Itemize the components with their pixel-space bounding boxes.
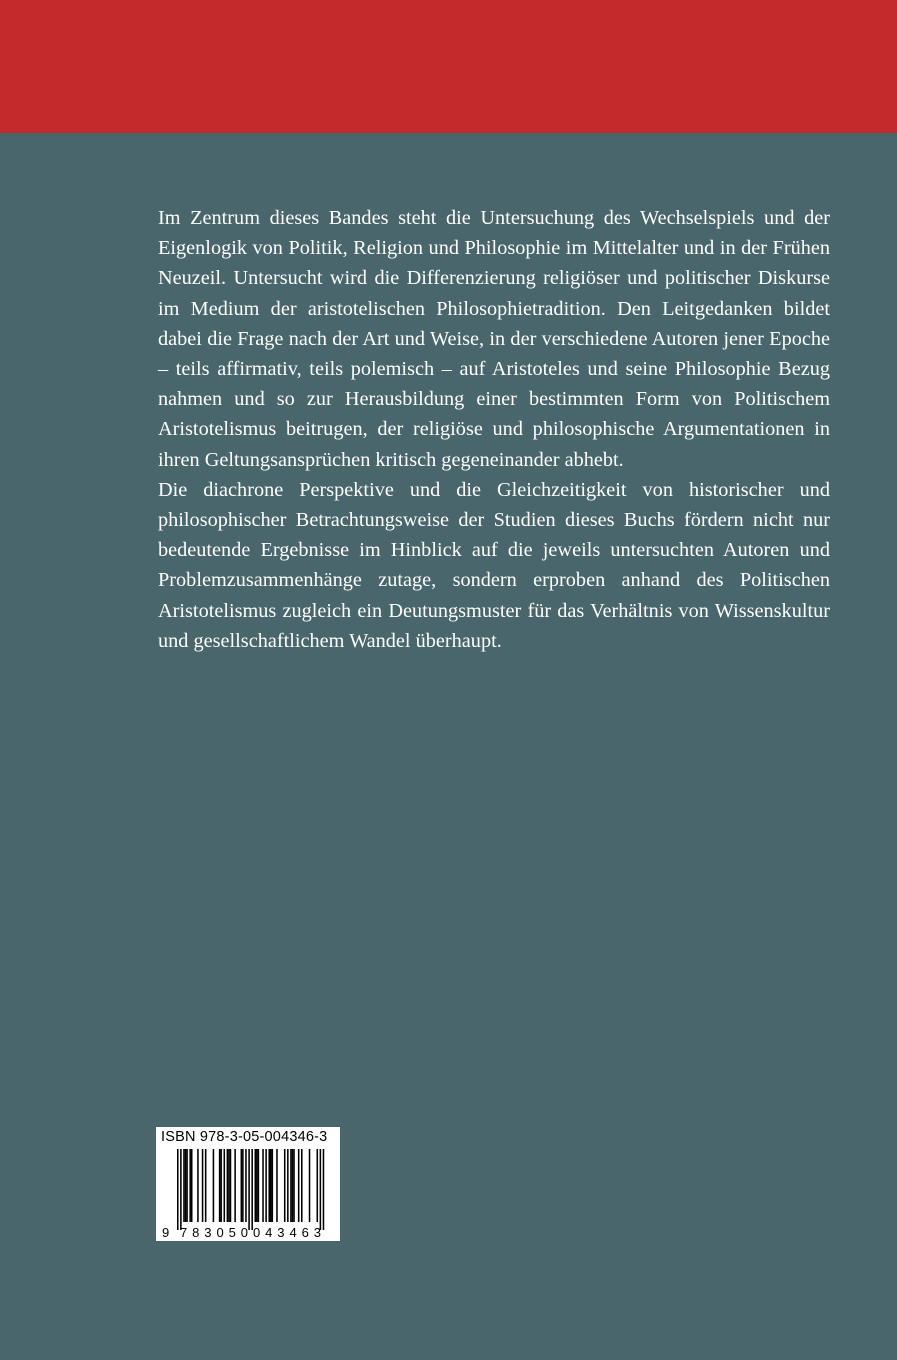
- barcode-bar: [224, 1149, 226, 1222]
- barcode-bar: [272, 1149, 274, 1222]
- barcode-bar: [197, 1149, 199, 1222]
- ean-right-group: 043463: [253, 1225, 321, 1240]
- barcode-bar: [213, 1149, 215, 1222]
- barcode-bar: [230, 1149, 232, 1222]
- barcode-bar: [242, 1149, 244, 1222]
- barcode-bar: [185, 1149, 187, 1222]
- ean-first-digit: 9: [162, 1225, 170, 1240]
- barcode-bar: [284, 1149, 286, 1222]
- barcode-bar: [227, 1149, 229, 1222]
- blurb-paragraph-1: Im Zentrum dieses Bandes steht die Untersuchung des Wechselspiels und der Eigenlogik von Politik, Religion und Philosophie im Mittelalter und in der Frühen Neuzeil. Untersucht wird die Differenzierung religiöser und politischer Diskurse im Medium der aristotelischen Philosophietradition. Den Leitgedanken bildet dabei die Frage nach der Art und Weise, in der verschiedene Autoren jener Epoche – teils affirmativ, teils polemisch – auf Aristoteles und seine Philosophie Bezug nahmen und so zur Herausbildung einer bestimmten Form von Politischem Aristotelismus beitrugen, der religiöse und philosophische Argumentationen in ihren Geltungsansprüchen kritisch gegeneinander abhebt.: [158, 207, 830, 471]
- barcode-bar: [219, 1149, 221, 1222]
- barcode-bar: [186, 1149, 188, 1222]
- barcode-bar: [292, 1149, 294, 1222]
- isbn-barcode: [156, 1127, 340, 1241]
- barcode-bar: [202, 1149, 204, 1222]
- barcode-bars: [177, 1149, 324, 1230]
- isbn-label: ISBN 978-3-05-004346-3: [161, 1129, 328, 1145]
- barcode-bar: [323, 1149, 325, 1230]
- barcode-bar: [191, 1149, 193, 1222]
- barcode-bar: [301, 1149, 303, 1222]
- barcode-bar: [293, 1149, 295, 1222]
- barcode-bar: [320, 1149, 322, 1230]
- barcode-bar: [255, 1149, 257, 1222]
- barcode-bar: [251, 1149, 253, 1230]
- barcode-bar: [265, 1149, 267, 1222]
- barcode-bar: [228, 1149, 230, 1222]
- barcode-bar: [290, 1149, 292, 1222]
- barcode-bar: [287, 1149, 289, 1222]
- barcode-bar: [241, 1149, 243, 1222]
- barcode-bar: [205, 1149, 207, 1222]
- barcode-bar: [189, 1149, 191, 1222]
- barcode-bar: [298, 1149, 300, 1222]
- top-red-band: [0, 0, 897, 133]
- barcode-bar: [258, 1149, 260, 1222]
- barcode-bar: [183, 1149, 185, 1222]
- barcode-bar: [256, 1149, 258, 1222]
- barcode-bar: [309, 1149, 311, 1222]
- barcode-bar: [180, 1149, 182, 1230]
- barcode-bar: [270, 1149, 272, 1222]
- blurb-paragraph-2: Die diachrone Perspektive und die Gleichzeitigkeit von historischer und philosophischer Betrachtungsweise der Studien dieses Buchs fördern nicht nur bedeutende Ergebnisse im Hinblick auf die jeweils untersuchten Autoren und Problemzusammenhänge zutage, sondern erproben anhand des Politischen Aristotelismus zugleich ein Deutungsmuster für das Verhältnis von Wissenskultur und gesellschaftlichem Wandel überhaupt.: [158, 478, 830, 652]
- barcode-bar: [262, 1149, 264, 1222]
- barcode-bar: [248, 1149, 250, 1230]
- barcode-bar: [317, 1149, 319, 1222]
- barcode-bar: [268, 1149, 270, 1222]
- barcode-bar: [276, 1149, 278, 1222]
- barcode-bar: [177, 1149, 179, 1230]
- barcode-bar: [245, 1149, 247, 1222]
- back-cover-blurb: [158, 203, 830, 656]
- barcode-bar: [234, 1149, 236, 1222]
- barcode-graphic: [156, 1127, 340, 1241]
- ean-left-group: 783050: [180, 1225, 248, 1240]
- barcode-bar: [220, 1149, 222, 1222]
